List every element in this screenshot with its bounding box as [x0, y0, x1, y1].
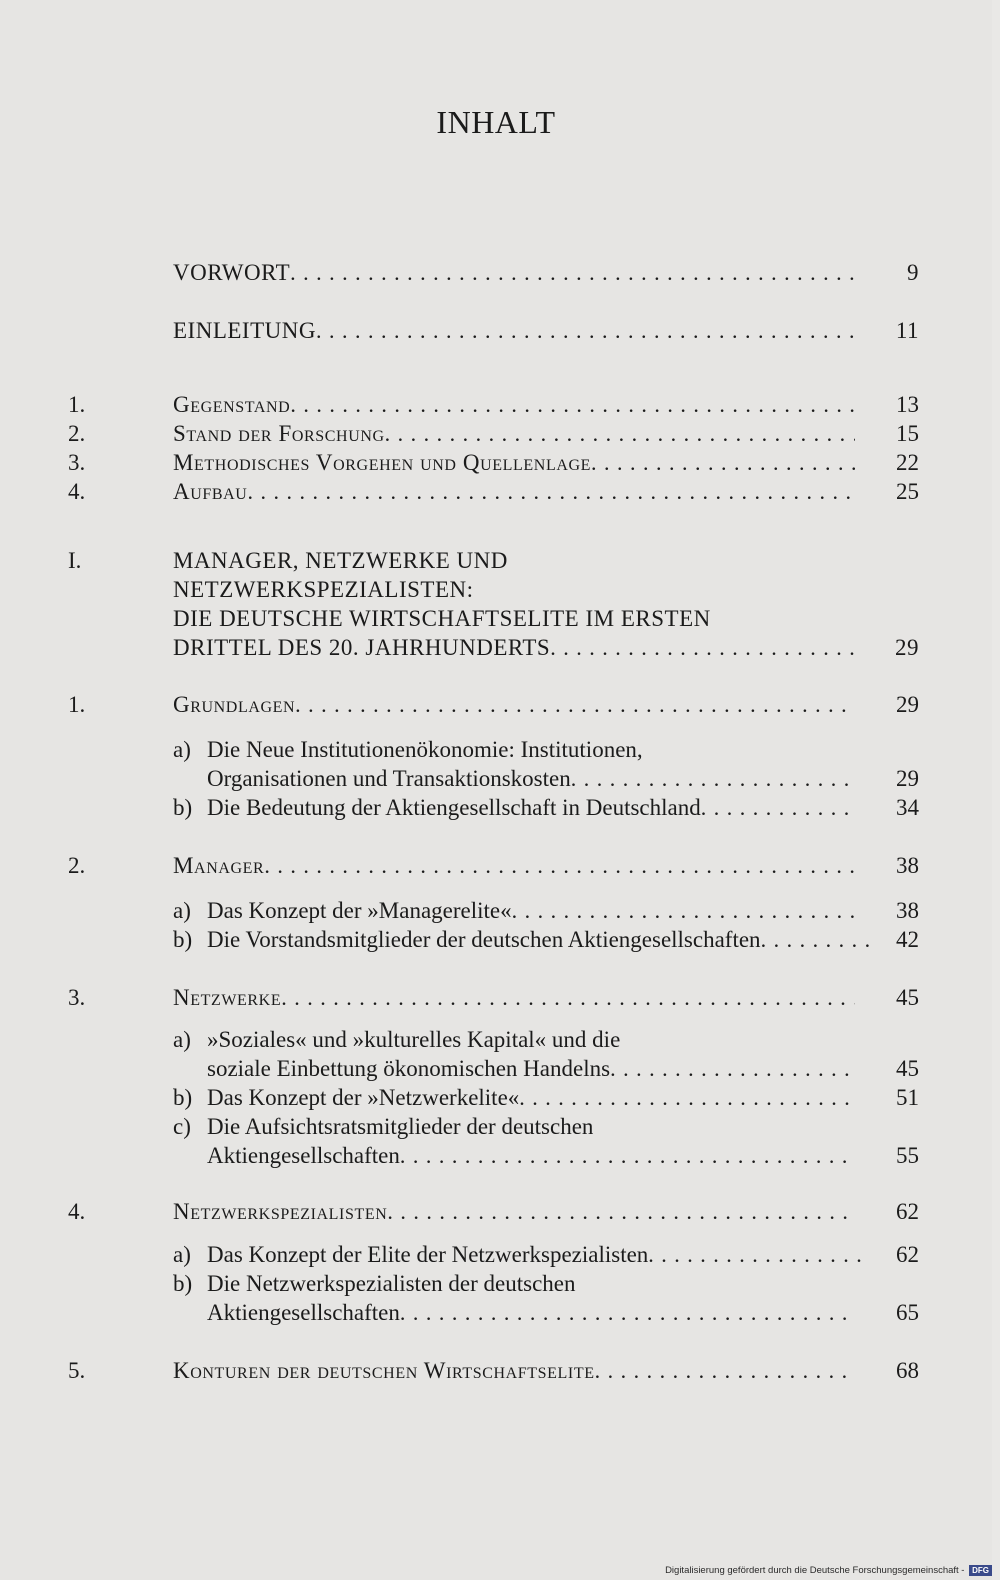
toc-sub-label: b): [173, 1271, 193, 1296]
toc-sub-label: b): [173, 1085, 193, 1110]
toc-page-number: 62: [896, 1242, 919, 1267]
digitization-footer: [665, 1565, 992, 1576]
leader-dots: [761, 925, 879, 954]
toc-sub-label: a): [173, 1242, 191, 1267]
leader-dots: [290, 390, 855, 419]
toc-subentry-soziales-kapital[interactable]: [173, 1025, 919, 1083]
leader-dots: [610, 1054, 855, 1083]
toc-entry-gegenstand[interactable]: [173, 390, 919, 419]
toc-number: I.: [68, 548, 82, 573]
leader-dots: [550, 633, 855, 662]
toc-entry-line: NETZWERKSPEZIALISTEN:: [173, 577, 474, 602]
toc-entry-text: DRITTEL DES 20. JAHRHUNDERTS: [173, 635, 551, 660]
toc-page-number: 29: [895, 635, 919, 660]
toc-entry-stand-der-forschung[interactable]: [173, 419, 919, 448]
toc-number: 1.: [68, 392, 86, 417]
leader-dots: [316, 316, 855, 345]
toc-sub-label: c): [173, 1114, 191, 1139]
toc-page-number: 29: [896, 766, 919, 791]
toc-sub-label: a): [173, 898, 191, 923]
toc-number: 3.: [68, 985, 86, 1010]
toc-page-number: 68: [896, 1358, 919, 1383]
toc-entry-netzwerke[interactable]: [173, 983, 919, 1012]
toc-entry-text: Aktiengesellschaften: [207, 1300, 400, 1325]
toc-subentry-vorstandsmitglieder[interactable]: [173, 925, 919, 954]
footer-text: Digitalisierung gefördert durch die Deutsche Forschungsgemeinschaft -: [665, 1565, 965, 1576]
toc-page-number: 51: [896, 1085, 919, 1110]
toc-page-number: 42: [896, 927, 919, 952]
toc-entry-konturen[interactable]: [173, 1356, 919, 1385]
leader-dots: [400, 1298, 855, 1327]
toc-subentry-netzwerkspezialisten-ag[interactable]: [173, 1269, 919, 1327]
toc-entry-line: MANAGER, NETZWERKE UND: [173, 548, 508, 573]
toc-entry-text: Aktiengesellschaften: [207, 1143, 400, 1168]
toc-entry-text: Stand der Forschung: [173, 421, 385, 446]
toc-page-number: 38: [896, 853, 919, 878]
toc-subentry-elite-netzwerkspezialisten[interactable]: [173, 1240, 919, 1269]
toc-entry-text: Das Konzept der »Netzwerkelite«: [207, 1085, 520, 1110]
toc-page-number: 45: [896, 985, 919, 1010]
leader-dots: [512, 896, 855, 925]
toc-entry-text: Methodisches Vorgehen und Quellenlage: [173, 450, 592, 475]
leader-dots: [648, 1240, 867, 1269]
leader-dots: [385, 419, 855, 448]
toc-entry-vorwort[interactable]: [173, 258, 919, 287]
toc-page-number: 45: [896, 1056, 919, 1081]
toc-number: 3.: [68, 450, 86, 475]
toc-page-number: 22: [896, 450, 919, 475]
toc-entry-text: Manager: [173, 853, 265, 878]
leader-dots: [595, 1356, 855, 1385]
toc-subentry-managerelite[interactable]: [173, 896, 919, 925]
toc-entry-einleitung[interactable]: [173, 316, 919, 345]
leader-dots: [400, 1141, 855, 1170]
toc-entry-aufbau[interactable]: [173, 477, 919, 506]
toc-entry-netzwerkspezialisten[interactable]: [173, 1197, 919, 1226]
leader-dots: [701, 793, 855, 822]
toc-number: 2.: [68, 421, 86, 446]
toc-entry-part-one[interactable]: [173, 546, 919, 662]
leader-dots: [264, 851, 855, 880]
toc-entry-text: Organisationen und Transaktionskosten: [207, 766, 571, 791]
toc-page-number: 34: [896, 795, 919, 820]
toc-number: 2.: [68, 853, 86, 878]
leader-dots: [295, 690, 855, 719]
toc-entry-methodisches-vorgehen[interactable]: [173, 448, 919, 477]
dfg-logo-badge: DFG: [969, 1565, 992, 1576]
toc-number: 4.: [68, 1199, 86, 1224]
leader-dots: [281, 983, 855, 1012]
toc-entry-grundlagen[interactable]: [173, 690, 919, 719]
toc-entry-text: Die Vorstandsmitglieder der deutschen Aktiengesellschaften: [207, 927, 761, 952]
toc-page-number: 25: [896, 479, 919, 504]
page-title: INHALT: [436, 104, 556, 140]
toc-subentry-netzwerkelite[interactable]: [173, 1083, 919, 1112]
toc-page-number: 15: [896, 421, 919, 446]
toc-entry-line: Die Netzwerkspezialisten der deutschen: [207, 1271, 576, 1296]
toc-number: 1.: [68, 692, 86, 717]
toc-number: 4.: [68, 479, 86, 504]
toc-subentry-aufsichtsratsmitglieder[interactable]: [173, 1112, 919, 1170]
toc-page-number: 11: [895, 318, 919, 343]
leader-dots: [387, 1197, 855, 1226]
toc-page-number: 38: [896, 898, 919, 923]
toc-entry-text: Das Konzept der Elite der Netzwerkspezialisten: [207, 1242, 649, 1267]
leader-dots: [571, 764, 855, 793]
toc-entry-manager[interactable]: [173, 851, 919, 880]
toc-page-number: 62: [896, 1199, 919, 1224]
toc-entry-text: Grundlagen: [173, 692, 296, 717]
toc-page-number: 55: [896, 1143, 919, 1168]
leader-dots: [290, 258, 855, 287]
toc-entry-text: Gegenstand: [173, 392, 291, 417]
toc-entry-line: Die Neue Institutionenökonomie: Institutionen,: [207, 737, 643, 762]
toc-entry-text: Aufbau: [173, 479, 248, 504]
toc-entry-text: VORWORT: [173, 260, 291, 285]
leader-dots: [247, 477, 855, 506]
toc-entry-text: Netzwerkspezialisten: [173, 1199, 388, 1224]
toc-entry-text: Netzwerke: [173, 985, 282, 1010]
toc-sub-label: b): [173, 927, 193, 952]
toc-entry-text: EINLEITUNG: [173, 318, 316, 343]
toc-subentry-institutionenoekonomie[interactable]: [173, 735, 919, 793]
toc-page-number: 65: [896, 1300, 919, 1325]
toc-subentry-bedeutung-aktiengesellschaft[interactable]: [173, 793, 919, 822]
toc-sub-label: b): [173, 795, 193, 820]
toc-sub-label: a): [173, 1027, 191, 1052]
toc-number: 5.: [68, 1358, 86, 1383]
toc-page-number: 13: [896, 392, 919, 417]
toc-entry-text: Konturen der deutschen Wirtschaftselite: [173, 1358, 595, 1383]
toc-page-number: 29: [896, 692, 919, 717]
toc-entry-text: Die Bedeutung der Aktiengesellschaft in Deutschland: [207, 795, 701, 820]
leader-dots: [519, 1083, 855, 1112]
toc-page-number: 9: [907, 260, 919, 285]
toc-entry-line: Die Aufsichtsratsmitglieder der deutschen: [207, 1114, 594, 1139]
toc-entry-text: soziale Einbettung ökonomischen Handelns: [207, 1056, 611, 1081]
toc-entry-line: »Soziales« und »kulturelles Kapital« und die: [207, 1027, 621, 1052]
toc-entry-line: DIE DEUTSCHE WIRTSCHAFTSELITE IM ERSTEN: [173, 606, 711, 631]
toc-entry-text: Das Konzept der »Managerelite«: [207, 898, 512, 923]
toc-sub-label: a): [173, 737, 191, 762]
leader-dots: [591, 448, 855, 477]
